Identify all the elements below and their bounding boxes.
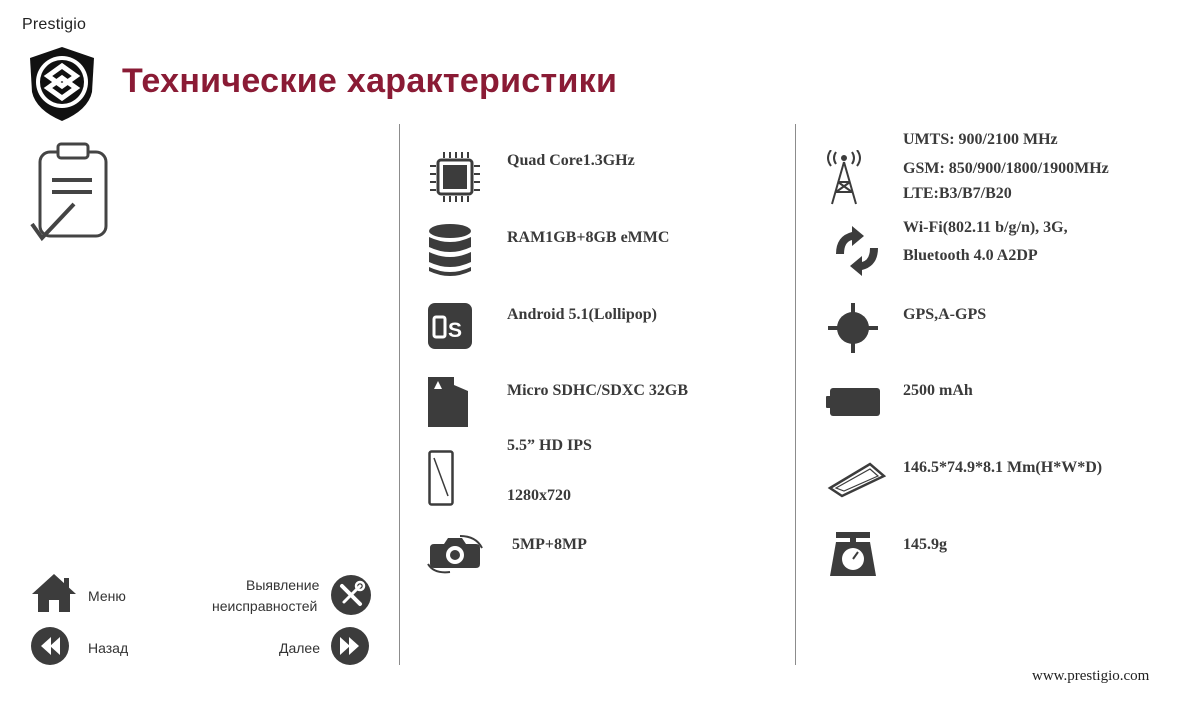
clipboard-check-icon	[30, 142, 112, 242]
spec-memory: RAM1GB+8GB eMMC	[507, 229, 670, 246]
wireless-icon	[830, 224, 884, 278]
gps-icon	[828, 303, 878, 353]
menu-label[interactable]: Меню	[88, 588, 126, 604]
memory-icon	[428, 223, 472, 279]
troubleshoot-label-line1[interactable]: Выявление	[246, 577, 320, 593]
back-button[interactable]	[31, 627, 69, 665]
prestigio-logo-icon	[22, 44, 102, 124]
camera-icon	[426, 534, 484, 574]
spec-storage: Micro SDHC/SDXC 32GB	[507, 382, 689, 399]
battery-icon	[826, 386, 882, 418]
next-label[interactable]: Далее	[279, 640, 321, 656]
troubleshoot-label-line2[interactable]: неисправностей	[212, 598, 318, 614]
spec-display-resolution: 1280x720	[507, 487, 571, 504]
back-label[interactable]: Назад	[88, 640, 129, 656]
cpu-icon	[428, 150, 482, 204]
dimensions-icon	[826, 458, 886, 498]
spec-dimensions: 146.5*74.9*8.1 Mm(H*W*D)	[903, 459, 1103, 476]
phone-screen-icon	[428, 450, 454, 506]
scale-icon	[830, 532, 876, 576]
next-button[interactable]	[331, 627, 369, 665]
spec-battery: 2500 mAh	[903, 382, 973, 399]
divider-left	[399, 124, 400, 665]
spec-weight: 145.9g	[903, 536, 947, 553]
home-icon	[30, 572, 78, 614]
spec-os: Android 5.1(Lollipop)	[507, 306, 657, 323]
spec-display-size: 5.5” HD IPS	[507, 437, 592, 454]
svg-text:S: S	[448, 319, 463, 342]
divider-right	[795, 124, 796, 665]
tools-icon	[331, 575, 371, 615]
sd-card-icon	[428, 377, 468, 427]
spec-wifi: Wi-Fi(802.11 b/g/n), 3G,	[903, 219, 1068, 236]
spec-cpu: Quad Core1.3GHz	[507, 152, 635, 169]
spec-umts: UMTS: 900/2100 MHz	[903, 131, 1058, 148]
brand-name: Prestigio	[22, 16, 87, 33]
rewind-icon	[31, 627, 69, 665]
fast-forward-icon	[331, 627, 369, 665]
spec-gps: GPS,A-GPS	[903, 306, 987, 323]
spec-gsm: GSM: 850/900/1800/1900MHz	[903, 160, 1109, 177]
spec-camera: 5MP+8MP	[512, 536, 587, 553]
footer-url[interactable]: www.prestigio.com	[1032, 668, 1150, 684]
cell-tower-icon	[826, 150, 862, 206]
menu-button[interactable]	[30, 572, 78, 614]
troubleshoot-button[interactable]	[331, 575, 371, 615]
os-icon	[428, 303, 472, 349]
spec-lte: LTE:B3/B7/B20	[903, 185, 1012, 202]
page-title: Технические характеристики	[122, 62, 618, 100]
spec-bluetooth: Bluetooth 4.0 A2DP	[903, 247, 1038, 264]
